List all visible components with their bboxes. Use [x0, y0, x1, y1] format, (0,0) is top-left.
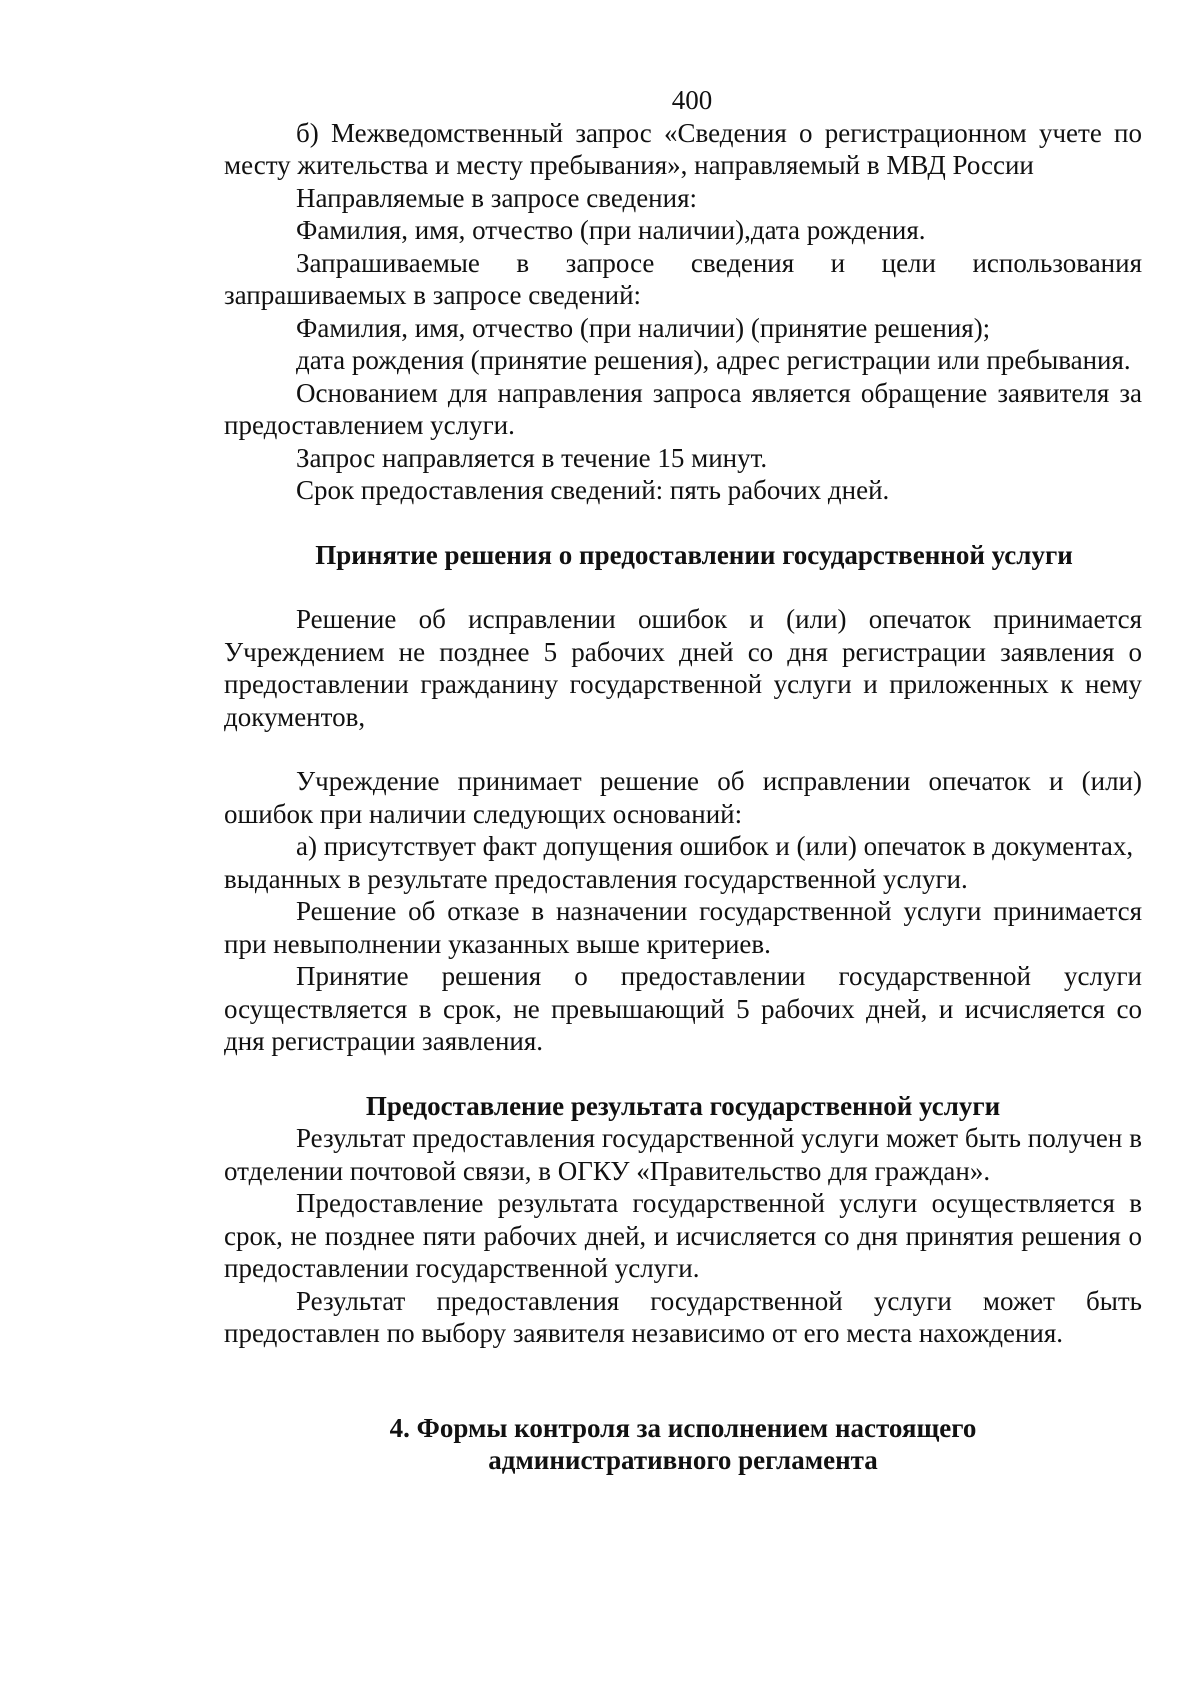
heading-decision: Принятие решения о предоставлении государственной услуги: [315, 539, 1073, 570]
paragraph-sent-info: Фамилия, имя, отчество (при наличии),дата рождения.: [296, 215, 926, 245]
paragraph-interagency-request: б) Межведомственный запрос «Сведения о регистрационном учете по месту жительства и месту пребывания», направляемый в МВД России: [224, 117, 1142, 180]
paragraph-refusal: Решение об отказе в назначении государственной услуги принимается при невыполнении указанных выше критериев.: [224, 896, 1142, 959]
paragraph-sent-info-label: Направляемые в запросе сведения:: [296, 182, 697, 213]
paragraph-requested-info-label: Запрашиваемые в запросе сведения и цели использования запрашиваемых в запросе сведений:: [224, 247, 1142, 310]
document-page: [224, 84, 1142, 1477]
paragraph-decision-deadline: Принятие решения о предоставлении государственной услуги осуществляется в срок, не превышающий 5 рабочих дней, и исчисляется со дня регистрации заявления.: [224, 961, 1142, 1056]
paragraph-result-receipt: Результат предоставления государственной услуги может быть получен в отделении почтовой связи, в ОГКУ «Правительство для граждан».: [224, 1123, 1142, 1186]
page-number: 400: [671, 85, 713, 115]
spacer: [224, 733, 1142, 765]
heading-section-4: [224, 1412, 1142, 1477]
paragraph-requested-name: Фамилия, имя, отчество (при наличии) (принятие решения);: [296, 312, 991, 343]
paragraph-correction-decision: Решение об исправлении ошибок и (или) опечаток принимается Учреждением не позднее 5 рабочих дней со дня регистрации заявления о предоставлении гражданину государственной услуги и приложенных к нему документов,: [224, 604, 1142, 732]
paragraph-result-deadline: Предоставление результата государственной услуги осуществляется в срок, не позднее пяти рабочих дней, и исчисляется со дня принятия решения о предоставлении государственной услуги.: [224, 1188, 1142, 1283]
paragraph-request-basis: Основанием для направления запроса является обращение заявителя за предоставлением услуги.: [224, 377, 1142, 440]
heading-section-4-line-2: административного регламента: [488, 1445, 878, 1475]
heading-section-4-line-1: 4. Формы контроля за исполнением настоящего: [389, 1412, 977, 1443]
paragraph-result-choice: Результат предоставления государственной услуги может быть предоставлен по выбору заявителя независимо от его места нахождения.: [224, 1285, 1142, 1348]
paragraph-correction-grounds: Учреждение принимает решение об исправлении опечаток и (или) ошибок при наличии следующих оснований:: [224, 766, 1142, 829]
paragraph-response-deadline: Срок предоставления сведений: пять рабочих дней.: [296, 475, 890, 505]
heading-result: Предоставление результата государственной услуги: [365, 1090, 1001, 1121]
paragraph-ground-a: а) присутствует факт допущения ошибок и (или) опечаток в документах, выданных в результате предоставления государственной услуги.: [224, 831, 1134, 894]
paragraph-request-timing: Запрос направляется в течение 15 минут.: [296, 442, 768, 473]
paragraph-requested-birthdate: дата рождения (принятие решения), адрес регистрации или пребывания.: [296, 345, 1131, 375]
